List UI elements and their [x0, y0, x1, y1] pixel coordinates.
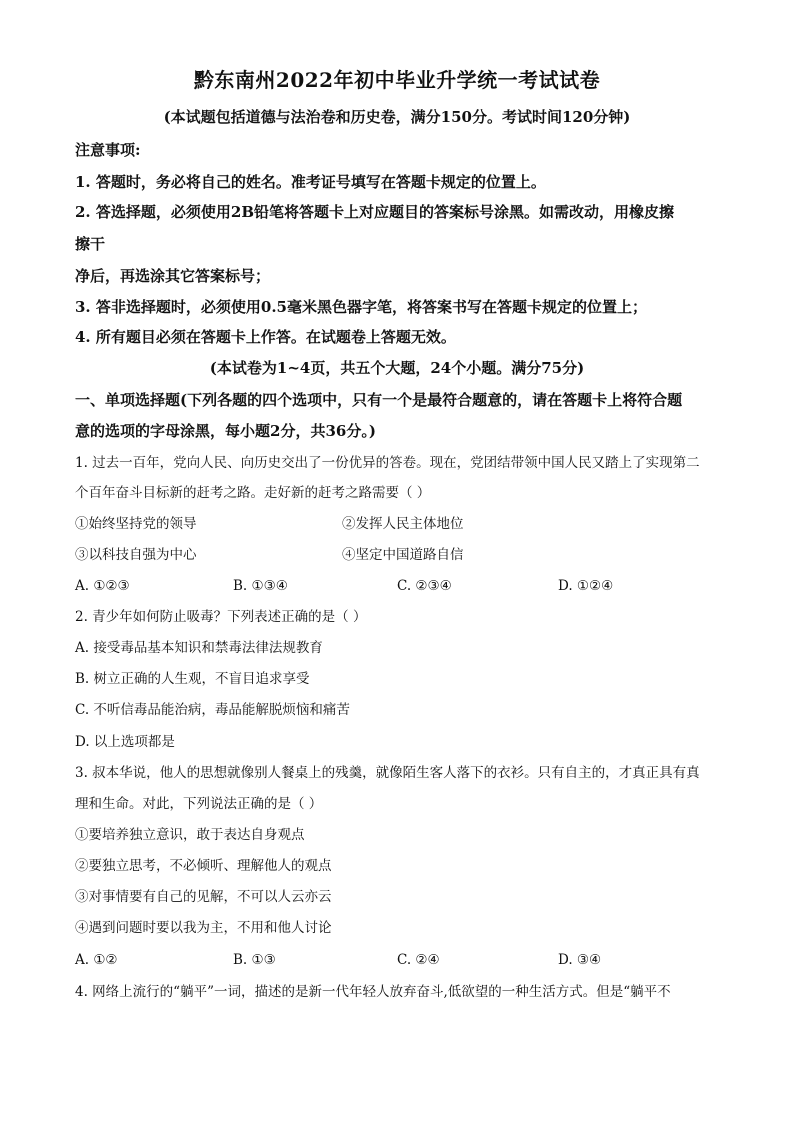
- section-heading: 一、单项选择题(下列各题的四个选项中，只有一个是最符合题意的，请在答题卡上将符合题: [75, 391, 683, 409]
- q3-statement: ①要培养独立意识，敢于表达自身观点: [75, 827, 305, 843]
- q2-option-b: B. 树立正确的人生观，不盲目追求享受: [75, 671, 310, 687]
- section-heading-cont: 意的选项的字母涂黑，每小题2分，共36分。): [75, 422, 376, 440]
- note-item: 2. 答选择题，必须使用2B铅笔将答题卡上对应题目的答案标号涂黑。如需改动，用橡皮擦: [75, 203, 675, 221]
- q3-option-a: A. ①②: [75, 952, 118, 968]
- q3-option-b: B. ①③: [233, 952, 276, 968]
- paper-info: (本试卷为1~4页，共五个大题，24个小题。满分75分): [209, 359, 585, 377]
- exam-title: 黔东南州2022年初中毕业升学统一考试试卷: [193, 68, 601, 92]
- note-item: 4. 所有题目必须在答题卡上作答。在试题卷上答题无效。: [75, 328, 456, 346]
- q1-statement: ④坚定中国道路自信: [342, 547, 464, 563]
- q2-option-a: A. 接受毒品基本知识和禁毒法律法规教育: [75, 640, 323, 656]
- q1-statement: ①始终坚持党的领导: [75, 516, 197, 532]
- question-4-stem: 4. 网络上流行的“躺平”一词，描述的是新一代年轻人放弃奋斗,低欲望的一种生活方式。但是“躺平不: [75, 984, 671, 1000]
- question-3-stem-cont: 理和生命。对此，下列说法正确的是（ ）: [75, 796, 323, 812]
- q3-option-d: D. ③④: [558, 952, 602, 968]
- q1-option-d: D. ①②④: [558, 578, 614, 594]
- q1-option-c: C. ②③④: [397, 578, 452, 594]
- q1-option-b: B. ①③④: [233, 578, 288, 594]
- q3-option-c: C. ②④: [397, 952, 440, 968]
- question-3-stem: 3. 叔本华说，他人的思想就像别人餐桌上的残羹，就像陌生客人落下的衣衫。只有自主的，才真正具有真: [75, 765, 700, 781]
- notes-heading: 注意事项:: [75, 141, 141, 159]
- note-item: 净后，再选涂其它答案标号；: [75, 267, 271, 285]
- question-1-stem: 1. 过去一百年，党向人民、向历史交出了一份优异的答卷。现在，党团结带领中国人民又踏上了实现第二: [75, 455, 700, 471]
- q1-statement: ③以科技自强为中心: [75, 547, 197, 563]
- question-1-stem-cont: 个百年奋斗目标新的赶考之路。走好新的赶考之路需要（ ）: [75, 485, 431, 501]
- note-item: 1. 答题时，务必将自己的姓名。准考证号填写在答题卡规定的位置上。: [75, 173, 546, 191]
- q3-statement: ③对事情要有自己的见解，不可以人云亦云: [75, 889, 332, 905]
- q1-option-a: A. ①②③: [75, 578, 130, 594]
- note-item: 3. 答非选择题时，必须使用0.5毫米黑色器字笔，将答案书写在答题卡规定的位置上；: [75, 298, 647, 316]
- q3-statement: ②要独立思考，不必倾听、理解他人的观点: [75, 858, 332, 874]
- q2-option-d: D. 以上选项都是: [75, 734, 175, 750]
- question-2-stem: 2. 青少年如何防止吸毒？下列表述正确的是（ ）: [75, 609, 367, 625]
- q1-statement: ②发挥人民主体地位: [342, 516, 464, 532]
- exam-subtitle: (本试题包括道德与法治卷和历史卷，满分150分。考试时间120分钟): [163, 108, 631, 126]
- q2-option-c: C. 不听信毒品能治病，毒品能解脱烦恼和痛苦: [75, 702, 350, 718]
- q3-statement: ④遇到问题时要以我为主，不用和他人讨论: [75, 920, 332, 936]
- note-item: 擦干: [75, 235, 106, 253]
